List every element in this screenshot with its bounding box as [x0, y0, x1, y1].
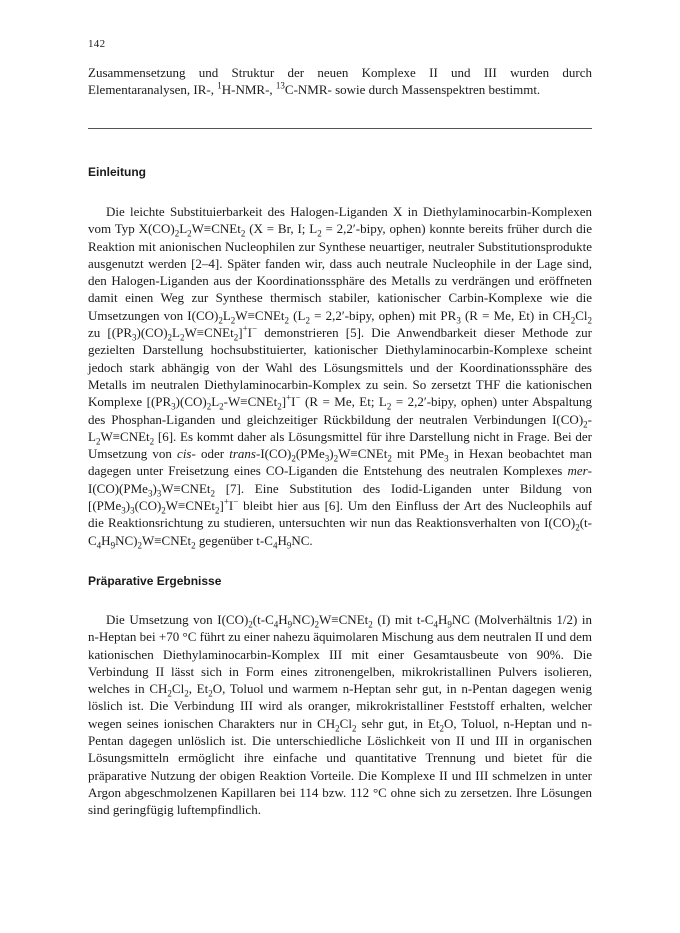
- section-heading-einleitung: Einleitung: [88, 165, 146, 179]
- abstract-tail: Zusammensetzung und Struktur der neuen Komplexe II und III wurden durch Elementaranalysen, IR-, $^1$H-NMR-, $^{13}$C-NMR- sowie durch Massenspektren bestimmt.: [88, 65, 592, 97]
- section-heading-praeparative-ergebnisse: Präparative Ergebnisse: [88, 574, 222, 588]
- abstract-divider: [88, 128, 592, 129]
- section-body-einleitung: [88, 203, 592, 549]
- page-number: 142: [88, 38, 106, 50]
- paragraph: Die Umsetzung von $I(CO)_2(t-C_4H_9NC)_2W\equiv CNEt_2$ (I) mit $t-C_4H_9NC$ (Molverhältnis 1/2) in n-Heptan bei +70 °C führt zu einer nahezu äquimolaren Mischung aus dem neutralen II und dem kationischen Diethylaminocarbin-Komplex III mit einer Gesamtausbeute von 90%. Die Verbindung II lässt sich in Form eines zitronengelben, mikrokristallinen Pulvers isolieren, welches in $CH_2Cl_2$, $Et_2O$, Toluol und warmem n-Heptan sehr gut, in n-Pentan dagegen wenig löslich ist. Die Verbindung III wird als oranger, mikrokristalliner Feststoff erhalten, welcher wegen seines ionischen Charakters nur in $CH_2Cl_2$ sehr gut, in $Et_2O$, Toluol, n-Heptan und n-Pentan dagegen unlöslich ist. Die unterschiedliche Löslichkeit von II und III in organischen Lösungsmitteln ermöglicht ihre einfache und quantitative Trennung und bietet für die präparative Nutzung der obigen Reaktion Vorteile. Die Komplexe II und III schmelzen in unter Argon abgeschmolzenen Kapillaren bei 114 bzw. 112 °C ohne sich zu zersetzen. Ihre Lösungen sind geringfügig luftempfindlich.: [88, 612, 593, 818]
- paragraph: Die leichte Substituierbarkeit des Halogen-Liganden X in Diethylaminocarbin-Komplexen vom Typ $X(CO)_2L_2W\equiv CNEt_2$ (X = Br, I; $L_2$ = 2,2′-bipy, ophen) konnte bereits früher durch die Reaktion mit anionischen Nucleophilen zur Synthese neuartiger, neutraler Substitutionsprodukte ausgenutzt werden [2–4]. Später fanden wir, dass auch neutrale Nucleophile in der Lage sind, den Halogen-Liganden aus der Koordinationssphäre des Metalls zu verdrängen und eröffneten damit einen Weg zur Synthese thermisch stabiler, kationischer Carbin-Komplexe wie die Umsetzungen von $I(CO)_2L_2W\equiv CNEt_2$ ($L_2$ = 2,2′-bipy, ophen) mit $PR_3$ (R = Me, Et) in $CH_2Cl_2$ zu $[(PR_3)(CO)_2L_2W\equiv CNEt_2]^+I^-$ demonstrieren [5]. Die Anwendbarkeit dieser Methode zur gezielten Darstellung hochsubstituierter, kationischer Diethylaminocarbin-Komplexe scheint jedoch stark abhängig von der Wahl des Lösungsmittels und der Koordinationssphäre des Metalls im neutralen Diethylaminocarbin-Komplex zu sein. So zersetzt THF die kationischen Komplexe $[(PR_3)(CO)_2L_2-W\equiv CNEt_2]^+I^-$ (R = Me, Et; $L_2$ = 2,2′-bipy, ophen) unter Abspaltung des Phosphan-Liganden und gleichzeitiger Rückbildung der neutralen Verbindungen $I(CO)_2-L_2W\equiv CNEt_2$ [6]. Es kommt daher als Lösungsmittel für ihre Darstellung nicht in Frage. Bei der Umsetzung von cis- oder trans-$I(CO)_2(PMe_3)_2W\equiv CNEt_2$ mit PMe$_3$ in Hexan beobachtet man dagegen unter Freisetzung eines CO-Liganden die Entstehung des neutralen Komplexes mer-$I(CO)(PMe_3)_3W\equiv CNEt_2$ [7]. Eine Substitution des Iodid-Liganden unter Bildung von $[(PMe_3)_3(CO)_2W\equiv CNEt_2]^+I^-$ bleibt hier aus [6]. Um den Einfluss der Art des Nucleophils auf die Reaktionsrichtung zu studieren, untersuchten wir nun das Reaktionsverhalten von $I(CO)_2(t-C_4H_9NC)_2W\equiv CNEt_2$ gegenüber $t-C_4H_9NC$.: [88, 204, 593, 551]
- section-body-praeparative-ergebnisse: [88, 611, 592, 819]
